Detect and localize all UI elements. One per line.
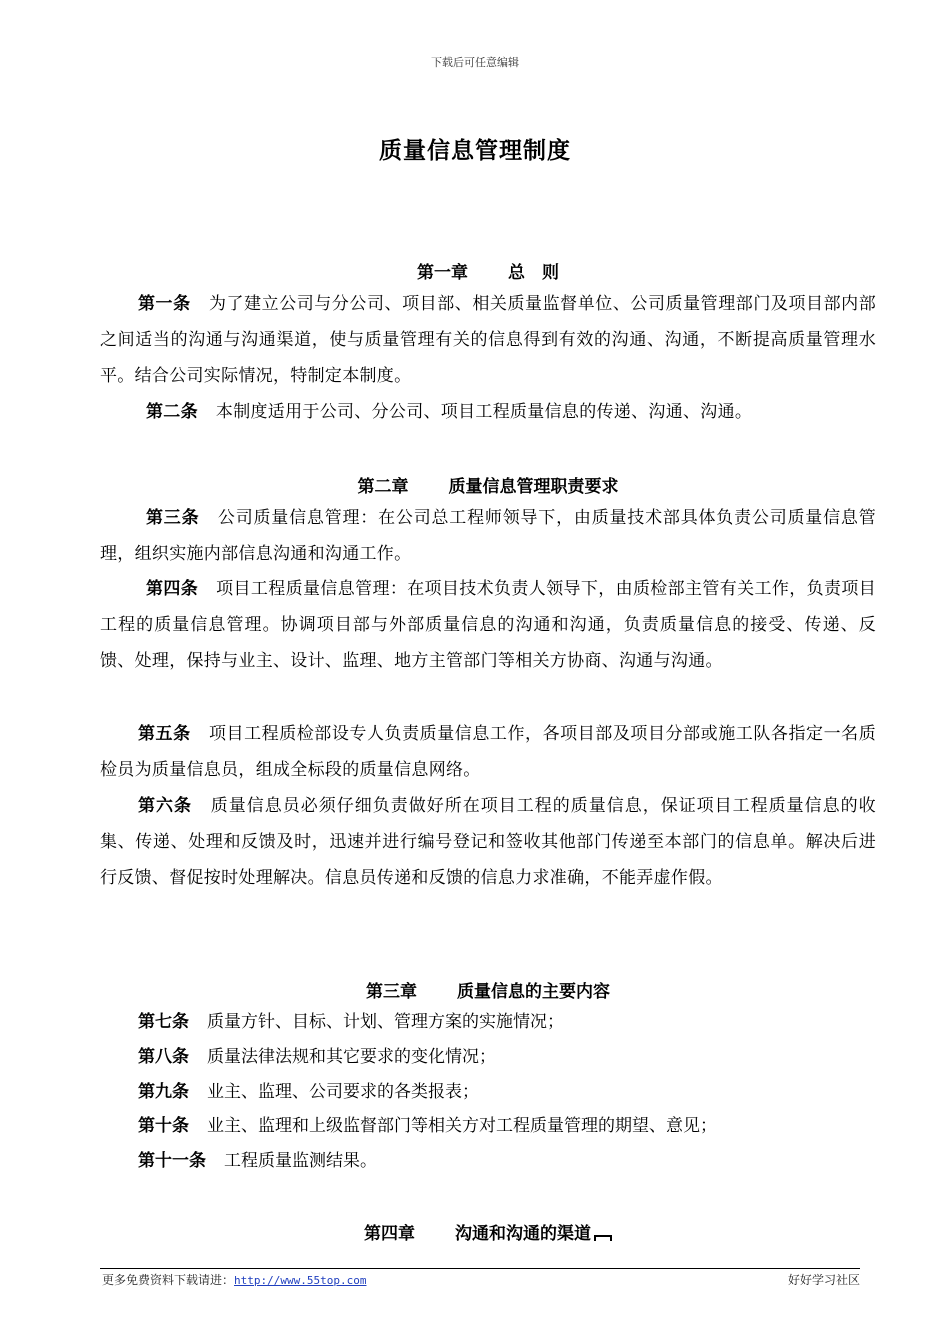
article-label: 第一条 bbox=[138, 294, 191, 314]
article-paragraph-2 bbox=[100, 394, 876, 430]
article-text: 项目工程质检部设专人负责质量信息工作，各项目部及项目分部或施工队各指定一名质检员为质量信息员，组成全标段的质量信息网络。 bbox=[100, 724, 876, 780]
article-text: 质量方针、目标、计划、管理方案的实施情况； bbox=[207, 1012, 564, 1032]
article-text: 公司质量信息管理：在公司总工程师领导下，由质量技术部具体负责公司质量信息管理，组织实施内部信息沟通和沟通工作。 bbox=[100, 508, 876, 564]
article-text: 业主、监理和上级监督部门等相关方对工程质量管理的期望、意见； bbox=[207, 1116, 717, 1136]
article-paragraph-4 bbox=[100, 571, 876, 679]
text-cursor-icon bbox=[594, 1235, 612, 1241]
footer-divider bbox=[100, 1268, 860, 1269]
article-label: 第五条 bbox=[138, 724, 191, 744]
footer-left bbox=[102, 1271, 366, 1288]
article-label: 第二条 bbox=[146, 402, 198, 422]
chapter-heading-3 bbox=[100, 977, 876, 1002]
article-text: 质量信息员必须仔细负责做好所在项目工程的质量信息，保证项目工程质量信息的收集、传递、处理和反馈及时，迅速并进行编号登记和签收其他部门传递至本部门的信息单。解决后进行反馈、督促按时处理解决。信息员传递和反馈的信息力求准确，不能弄虚作假。 bbox=[100, 796, 876, 888]
article-text: 业主、监理、公司要求的各类报表； bbox=[207, 1082, 479, 1102]
article-text: 质量法律法规和其它要求的变化情况； bbox=[207, 1047, 496, 1067]
footer-right-text: 好好学习社区 bbox=[787, 1273, 860, 1287]
article-label: 第七条 bbox=[138, 1012, 189, 1032]
footer-left-text: 更多免费资料下载请进： bbox=[102, 1273, 235, 1287]
article-label: 第十条 bbox=[138, 1116, 189, 1136]
article-text: 本制度适用于公司、分公司、项目工程质量信息的传递、沟通、沟通。 bbox=[215, 402, 753, 422]
chapter-label: 第一章 bbox=[417, 263, 468, 283]
chapter-label: 第三章 bbox=[366, 982, 417, 1002]
article-item-8 bbox=[138, 1039, 496, 1075]
article-label: 第六条 bbox=[138, 796, 192, 816]
article-item-7 bbox=[138, 1004, 564, 1040]
article-text: 项目工程质量信息管理：在项目技术负责人领导下，由质检部主管有关工作，负责项目工程的质量信息管理。协调项目部与外部质量信息的沟通和沟通，负责质量信息的接受、传递、反馈、处理，保持与业主、设计、监理、地方主管部门等相关方协商、沟通与沟通。 bbox=[100, 579, 876, 671]
footer-link[interactable]: http://www.55top.com bbox=[234, 1274, 367, 1287]
article-label: 第十一条 bbox=[138, 1151, 206, 1171]
chapter-heading-4 bbox=[100, 1219, 876, 1244]
article-item-9 bbox=[138, 1074, 479, 1110]
article-item-10 bbox=[138, 1108, 717, 1144]
document-title: 质量信息管理制度 bbox=[379, 137, 571, 164]
chapter-name: 总 则 bbox=[508, 263, 559, 283]
article-item-11 bbox=[138, 1143, 377, 1179]
article-paragraph-3 bbox=[100, 500, 876, 572]
chapter-name: 质量信息的主要内容 bbox=[457, 982, 610, 1002]
article-paragraph-5 bbox=[100, 716, 876, 788]
chapter-heading-2 bbox=[100, 472, 876, 497]
chapter-name: 沟通和沟通的渠道 bbox=[455, 1224, 591, 1244]
chapter-label: 第二章 bbox=[357, 477, 409, 497]
chapter-label: 第四章 bbox=[364, 1224, 415, 1244]
article-label: 第四条 bbox=[146, 579, 199, 599]
article-text: 工程质量监测结果。 bbox=[224, 1151, 377, 1171]
chapter-heading-1 bbox=[100, 258, 876, 283]
article-text: 为了建立公司与分公司、项目部、相关质量监督单位、公司质量管理部门及项目部内部之间适当的沟通与沟通渠道，使与质量管理有关的信息得到有效的沟通、沟通，不断提高质量管理水平。结合公司实际情况，特制定本制度。 bbox=[100, 294, 876, 386]
chapter-name: 质量信息管理职责要求 bbox=[448, 477, 619, 497]
article-paragraph-1 bbox=[100, 286, 876, 394]
article-label: 第八条 bbox=[138, 1047, 189, 1067]
article-paragraph-6 bbox=[100, 788, 876, 896]
article-label: 第九条 bbox=[138, 1082, 189, 1102]
page-header-note: 下载后可任意编辑 bbox=[431, 56, 519, 69]
article-label: 第三条 bbox=[146, 508, 200, 528]
